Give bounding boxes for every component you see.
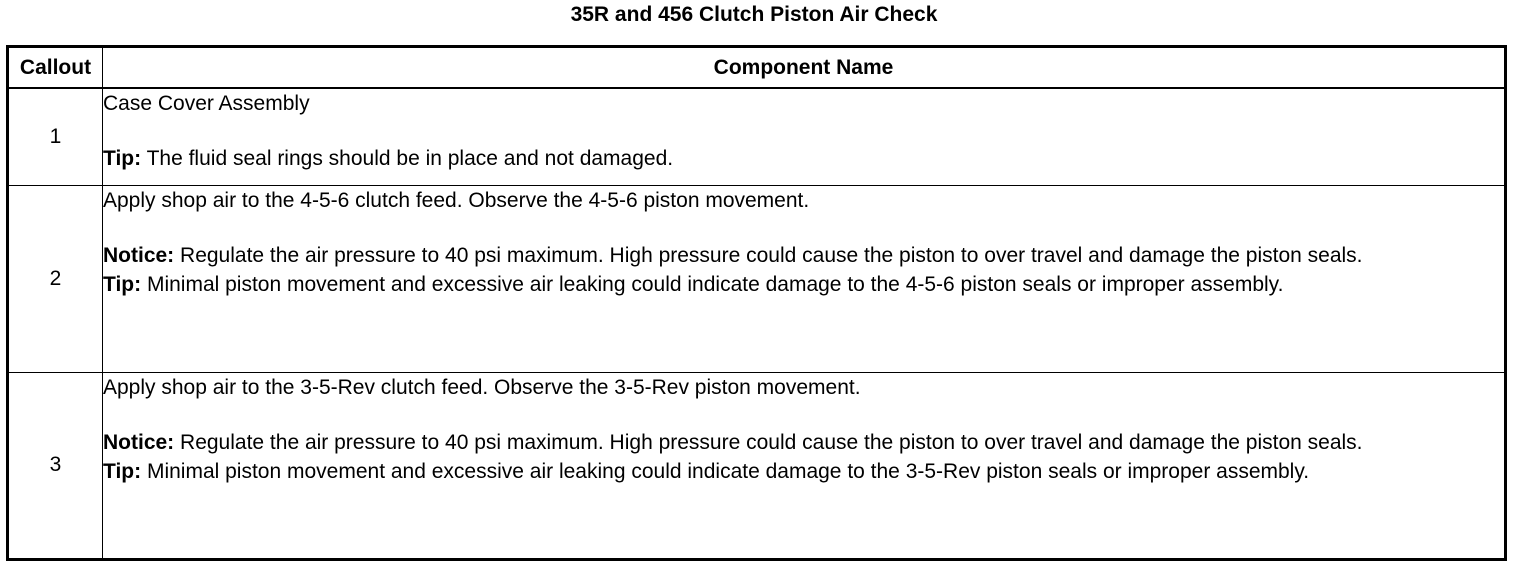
tip-text: The fluid seal rings should be in place and not damaged.: [146, 147, 674, 170]
tip-text: Minimal piston movement and excessive air leaking could indicate damage to the 3-5-Rev piston seals or improper assembly.: [146, 459, 1310, 483]
callout-number: 3: [8, 372, 103, 559]
notice-text: Regulate the air pressure to 40 psi maximum. High pressure could cause the piston to over travel and damage the piston seals.: [180, 243, 1363, 267]
header-component-name: Component Name: [103, 47, 1506, 89]
notice-paragraph: [103, 241, 1504, 270]
callout-number: 2: [8, 185, 103, 372]
table-row: [8, 88, 1506, 185]
tip-label: Tip:: [103, 272, 142, 296]
table-row: [8, 372, 1506, 559]
document-title: 35R and 456 Clutch Piston Air Check: [570, 3, 938, 26]
table-row: [8, 185, 1506, 372]
callout-number: 1: [8, 88, 103, 185]
component-description: [103, 372, 1506, 559]
tip-label: Tip:: [103, 459, 142, 483]
header-callout: Callout: [8, 47, 103, 89]
callout-table: [6, 45, 1507, 561]
tip-paragraph: [103, 457, 1504, 486]
component-text: Apply shop air to the 3-5-Rev clutch feed. Observe the 3-5-Rev piston movement.: [103, 375, 861, 399]
component-description: [103, 185, 1506, 372]
tip-label: Tip:: [103, 147, 142, 170]
tip-paragraph: [103, 270, 1504, 299]
tip-text: Minimal piston movement and excessive air leaking could indicate damage to the 4-5-6 piston seals or improper assembly.: [146, 272, 1284, 296]
tip-paragraph: [103, 144, 1504, 173]
component-description: [103, 88, 1506, 185]
notice-paragraph: [103, 428, 1504, 457]
notice-text: Regulate the air pressure to 40 psi maximum. High pressure could cause the piston to over travel and damage the piston seals.: [180, 430, 1363, 454]
component-text: Apply shop air to the 4-5-6 clutch feed. Observe the 4-5-6 piston movement.: [103, 188, 810, 212]
component-text: Case Cover Assembly: [103, 92, 310, 115]
notice-label: Notice:: [103, 430, 175, 454]
table-header: [8, 47, 1506, 89]
notice-label: Notice:: [103, 243, 175, 267]
header-row: [8, 47, 1506, 89]
